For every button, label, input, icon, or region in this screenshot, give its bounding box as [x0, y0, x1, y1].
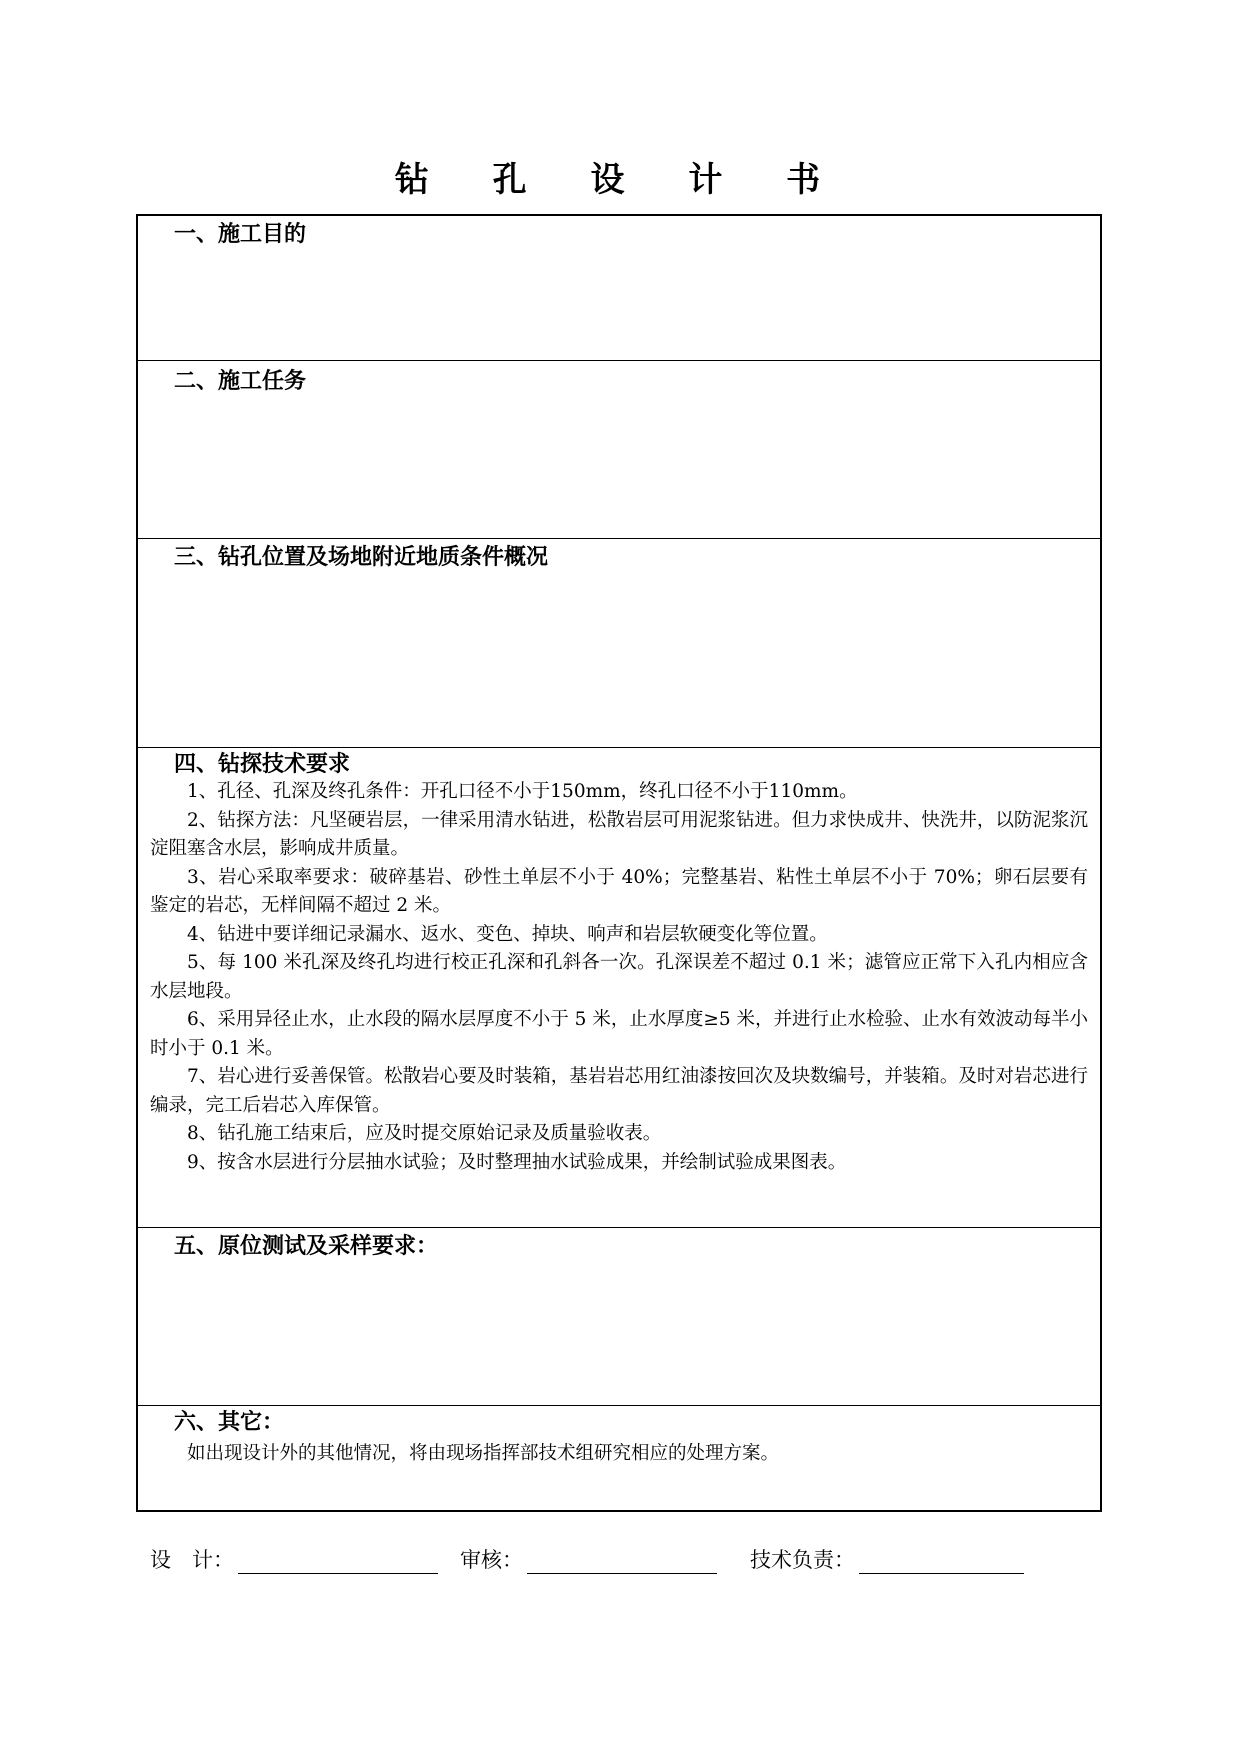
- section-other: [138, 1406, 1100, 1512]
- section-heading: 二、施工任务: [174, 369, 307, 394]
- document-title: 钻 孔 设 计 书: [394, 160, 847, 200]
- section-construction-task: [138, 361, 1100, 539]
- design-label: 设 计：: [150, 1548, 234, 1572]
- section-in-situ-testing-sampling: [138, 1228, 1100, 1406]
- requirement-item: 4、钻进中要详细记录漏水、返水、变色、掉块、响声和岩层软硬变化等位置。: [187, 923, 828, 945]
- tech-lead-signature: [750, 1546, 1024, 1574]
- section-heading: 四、钻探技术要求: [174, 752, 351, 777]
- tech-lead-label: 技术负责：: [750, 1548, 855, 1572]
- requirements-list: [150, 778, 1088, 1177]
- review-label: 审核：: [460, 1548, 523, 1572]
- review-signature: [460, 1546, 717, 1574]
- section-heading: 一、施工目的: [174, 222, 307, 247]
- section-construction-purpose: [138, 216, 1100, 361]
- design-signature-line[interactable]: [238, 1551, 438, 1574]
- requirement-item: 1、孔径、孔深及终孔条件：开孔口径不小于150mm，终孔口径不小于110mm。: [187, 781, 858, 802]
- tech-lead-signature-line[interactable]: [859, 1551, 1024, 1574]
- requirement-item: 5、每 100 米孔深及终孔均进行校正孔深和孔斜各一次。孔深误差不超过 0.1 米；滤管应正常下入孔内相应含水层地段。: [150, 952, 1088, 1002]
- other-note-item: 如出现设计外的其他情况，将由现场指挥部技术组研究相应的处理方案。: [187, 1443, 780, 1464]
- design-form-table: [136, 214, 1102, 1512]
- review-signature-line[interactable]: [527, 1551, 717, 1574]
- section-heading: 六、其它：: [174, 1410, 285, 1435]
- section-heading: 五、原位测试及采样要求：: [174, 1234, 439, 1259]
- requirement-item: 8、钻孔施工结束后，应及时提交原始记录及质量验收表。: [187, 1123, 662, 1144]
- other-notes: [150, 1440, 1088, 1469]
- requirement-item: 7、岩心进行妥善保管。松散岩心要及时装箱，基岩岩芯用红油漆按回次及块数编号，并装箱。及时对岩芯进行编录，完工后岩芯入库保管。: [150, 1066, 1088, 1116]
- signature-row: [150, 1546, 1050, 1586]
- section-drilling-technical-requirements: [138, 748, 1100, 1228]
- requirement-item: 3、岩心采取率要求：破碎基岩、砂性土单层不小于 40%；完整基岩、粘性土单层不小于 70%；卵石层要有鉴定的岩芯，无样间隔不超过 2 米。: [150, 866, 1088, 916]
- requirement-item: 6、采用异径止水，止水段的隔水层厚度不小于 5 米，止水厚度≥5 米，并进行止水检验、止水有效波动每半小时小于 0.1 米。: [150, 1009, 1088, 1059]
- requirement-item: 9、按含水层进行分层抽水试验；及时整理抽水试验成果，并绘制试验成果图表。: [187, 1151, 847, 1173]
- section-heading: 三、钻孔位置及场地附近地质条件概况: [174, 545, 549, 570]
- requirement-item: 2、钻探方法：凡坚硬岩层，一律采用清水钻进，松散岩层可用泥浆钻进。但力求快成井、快洗井，以防泥浆沉淀阻塞含水层，影响成井质量。: [150, 809, 1088, 859]
- design-signature: [150, 1546, 438, 1574]
- section-location-geology: [138, 539, 1100, 748]
